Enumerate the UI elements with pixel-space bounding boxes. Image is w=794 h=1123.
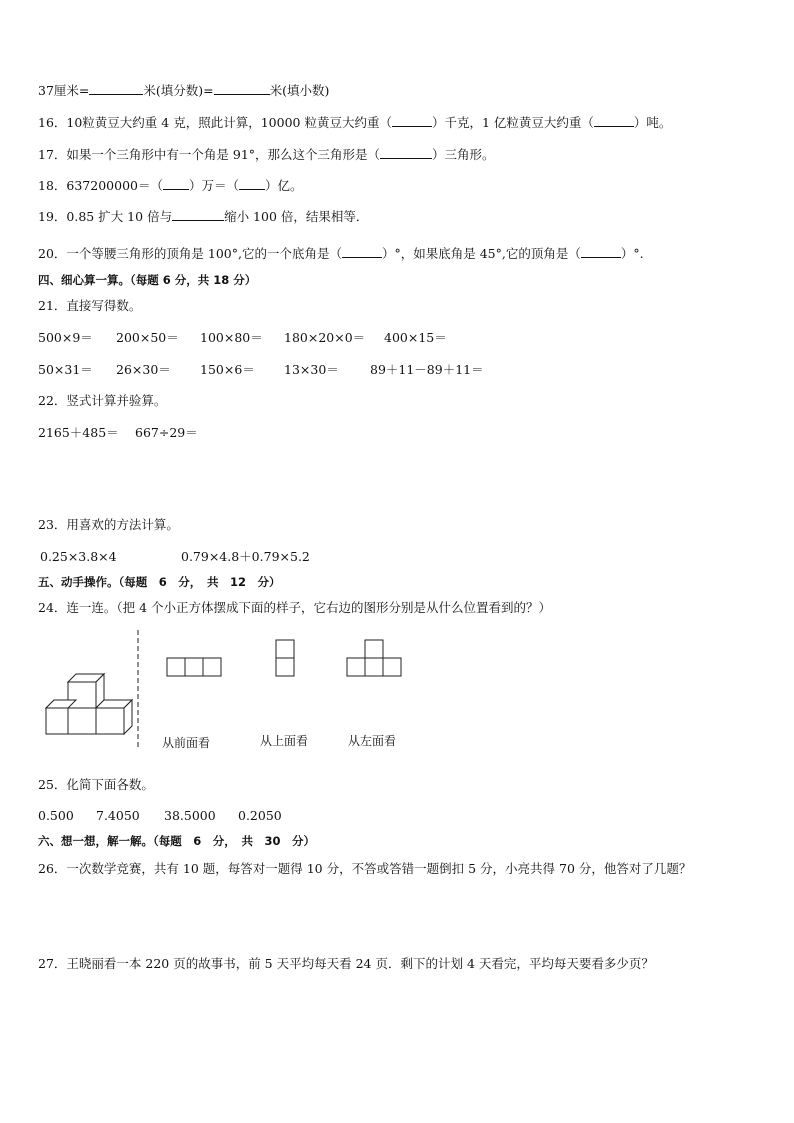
- q25-item: 7.4050: [96, 808, 140, 823]
- q23-item: 0.25×3.8×4: [40, 549, 117, 564]
- question-26: 26．一次数学竞赛，共有 10 题，每答对一题得 10 分，不答或答错一题倒扣 5 分，小亮共得 70 分，他答对了几题？: [38, 861, 692, 876]
- caption-front-view: 从前面看: [162, 736, 211, 750]
- q25-item: 0.2050: [238, 808, 282, 823]
- q15-text-c: 米(填小数): [269, 83, 330, 98]
- q18-text-a: 18．637200000＝（: [38, 178, 163, 193]
- question-21-title: 21．直接写得数。: [38, 298, 142, 313]
- question-24-title: 24．连一连。（把 4 个小正方体摆成下面的样子，它右边的图形分别是从什么位置看到的？）: [38, 600, 552, 615]
- q15-text-a: 37厘米=: [38, 83, 90, 98]
- q16-text-a: 16．10粒黄豆大约重 4 克，照此计算，10000 粒黄豆大约重（: [38, 115, 392, 130]
- q23-item: 0.79×4.8＋0.79×5.2: [181, 549, 310, 564]
- front-view-shape: [167, 658, 221, 676]
- q21-row2-item: 13×30＝: [284, 362, 339, 377]
- q17-text-b: ）三角形。: [432, 147, 495, 162]
- question-19: [38, 209, 368, 225]
- answer-blank[interactable]: [172, 209, 224, 221]
- q21-row1-item: 180×20×0＝: [284, 330, 366, 345]
- section-5-heading: 五、动手操作。（每题 6 分， 共 12 分）: [38, 575, 281, 589]
- answer-blank[interactable]: [214, 83, 270, 95]
- q21-row1-item: 500×9＝: [38, 330, 93, 345]
- q18-text-b: ）万＝（: [188, 178, 239, 193]
- q21-row1-item: 400×15＝: [384, 330, 447, 345]
- q21-row2-item: 26×30＝: [116, 362, 171, 377]
- q16-text-c: ）吨。: [633, 115, 672, 130]
- q20-text-a: 20．一个等腰三角形的顶角是 100°,它的一个底角是（: [38, 246, 342, 261]
- question-20: [38, 246, 644, 262]
- q16-text-b: ）千克，1 亿粒黄豆大约重（: [431, 115, 594, 130]
- question-23-title: 23．用喜欢的方法计算。: [38, 517, 179, 532]
- q18-text-c: ）亿。: [265, 178, 303, 193]
- section-6-heading: 六、想一想，解一解。（每题 6 分， 共 30 分）: [38, 834, 316, 848]
- question-27: 27．王晓丽看一本 220 页的故事书，前 5 天平均每天看 24 页．剩下的计划 4 天看完，平均每天要看多少页？: [38, 956, 654, 971]
- question-15: [38, 83, 329, 99]
- answer-blank[interactable]: [89, 83, 143, 95]
- q20-text-c: ）°.: [620, 246, 644, 261]
- q21-row2-item: 150×6＝: [200, 362, 255, 377]
- answer-blank[interactable]: [594, 115, 634, 127]
- answer-blank[interactable]: [581, 246, 621, 258]
- answer-blank[interactable]: [392, 115, 432, 127]
- q19-text-b: 缩小 100 倍，结果相等．: [224, 209, 369, 224]
- answer-blank[interactable]: [380, 147, 432, 159]
- q22-item: 2165＋485＝: [38, 425, 119, 440]
- caption-top-view: 从上面看: [260, 734, 309, 748]
- answer-blank[interactable]: [163, 178, 189, 190]
- question-16: [38, 115, 671, 131]
- q21-row1-item: 200×50＝: [116, 330, 179, 345]
- q25-item: 38.5000: [164, 808, 216, 823]
- caption-left-view: 从左面看: [348, 734, 397, 748]
- left-view-shape: [347, 640, 401, 676]
- q17-text-a: 17．如果一个三角形中有一个角是 91°，那么这个三角形是（: [38, 147, 381, 162]
- cube-views-figure: [38, 628, 418, 760]
- q21-row1-item: 100×80＝: [200, 330, 263, 345]
- q25-item: 0.500: [38, 808, 74, 823]
- q21-row2-item: 89＋11－89＋11＝: [370, 362, 484, 377]
- answer-blank[interactable]: [239, 178, 265, 190]
- section-4-heading: 四、细心算一算。（每题 6 分，共 18 分）: [38, 273, 257, 287]
- question-22-title: 22．竖式计算并验算。: [38, 393, 167, 408]
- q20-text-b: ）°，如果底角是 45°,它的顶角是（: [381, 246, 581, 261]
- question-18: [38, 178, 303, 194]
- q21-row2-item: 50×31＝: [38, 362, 93, 377]
- top-view-shape: [276, 640, 294, 676]
- question-25-title: 25．化简下面各数。: [38, 777, 154, 792]
- question-17: [38, 147, 495, 163]
- q15-text-b: 米(填分数)=: [143, 83, 214, 98]
- answer-blank[interactable]: [342, 246, 382, 258]
- cube-stack-drawing: [46, 674, 132, 734]
- q19-text-a: 19．0.85 扩大 10 倍与: [38, 209, 173, 224]
- q22-item: 667÷29＝: [135, 425, 198, 440]
